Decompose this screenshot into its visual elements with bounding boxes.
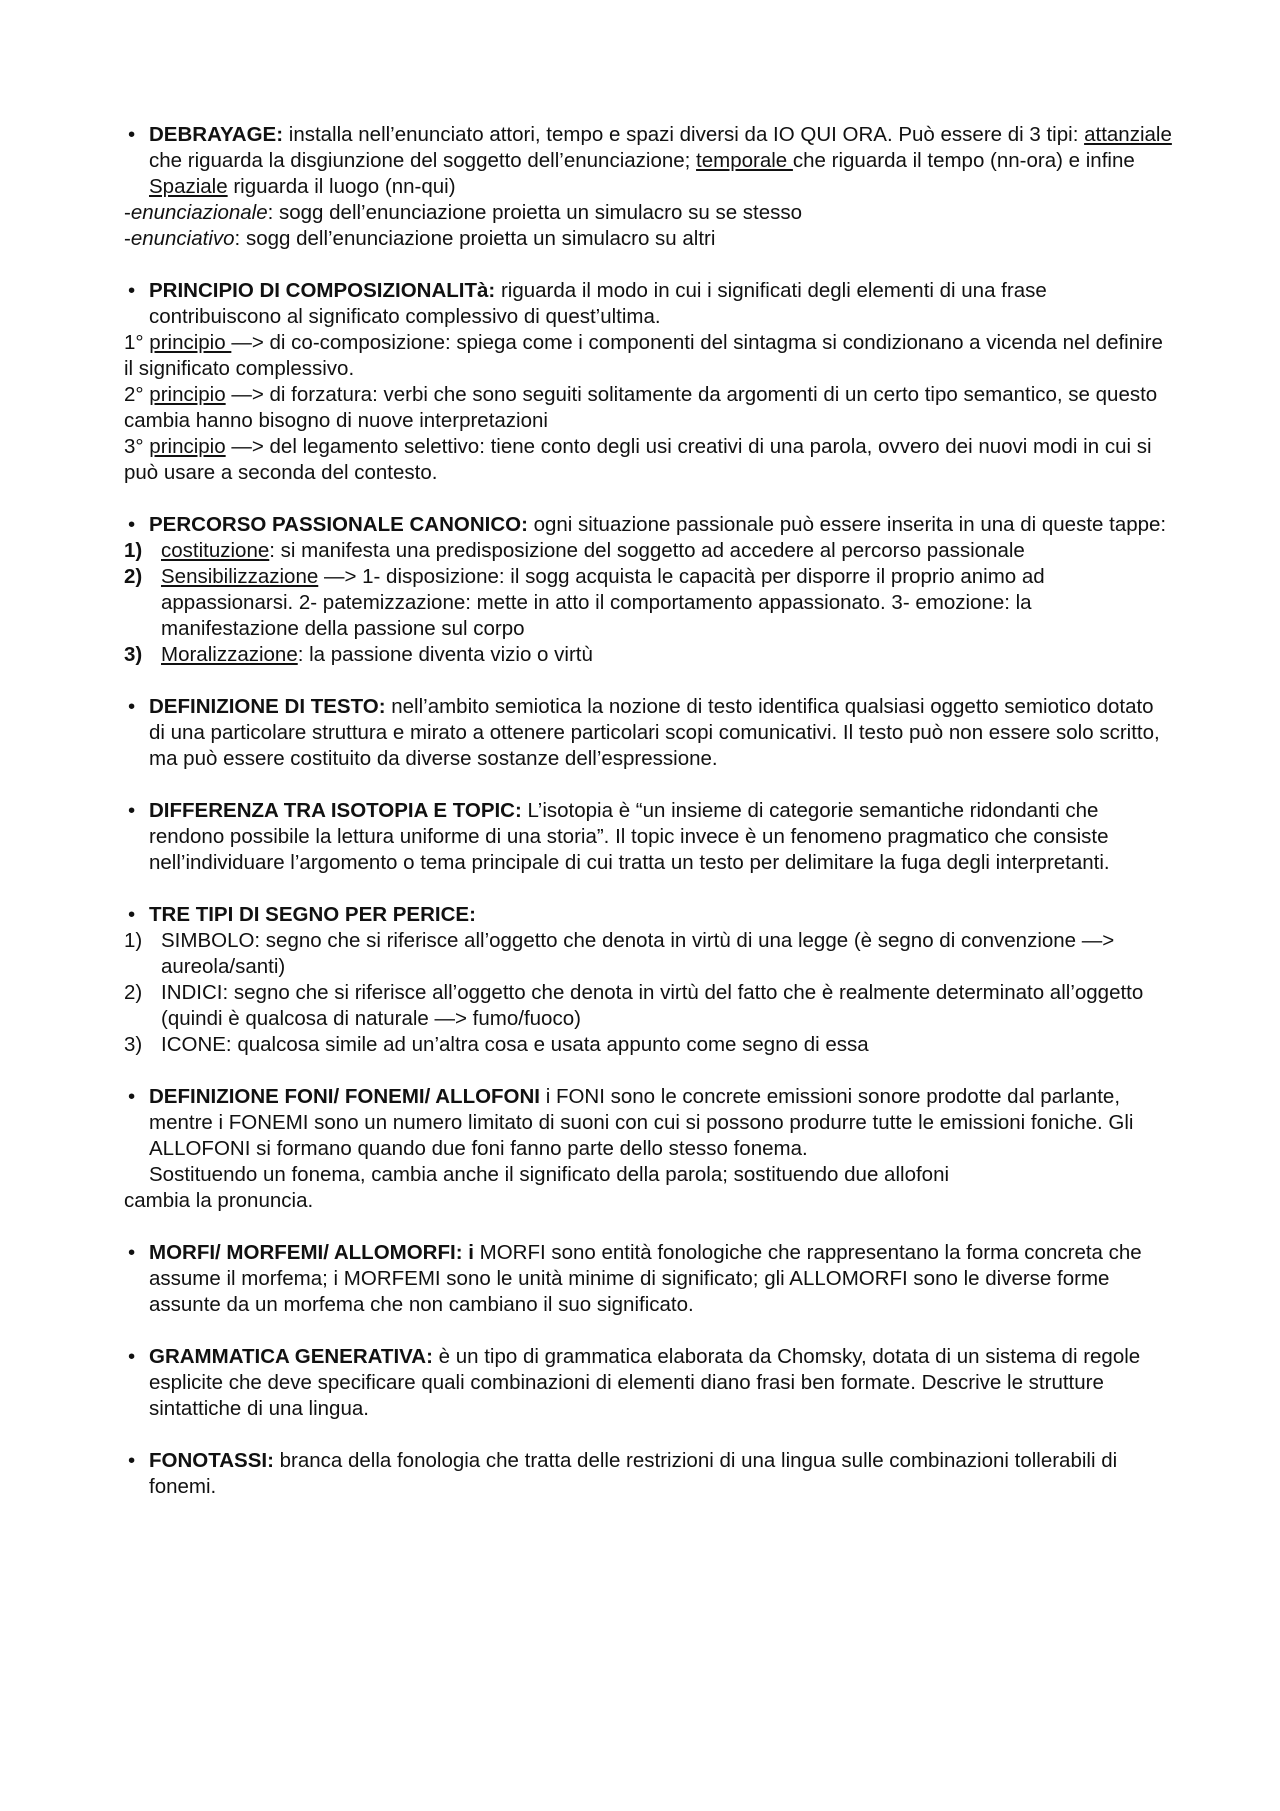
item-number: 2) bbox=[124, 565, 143, 588]
bullet-item bbox=[124, 278, 1174, 330]
paragraph-line: Sostituendo un fonema, cambia anche il significato della parola; sostituendo due allofoni bbox=[149, 1163, 950, 1186]
section-isotopia-topic bbox=[124, 798, 1174, 876]
body-text: MORFI sono entità fonologiche che rappresentano la forma concreta che assume il morfema; i MORFEMI sono le unità minime di significato; gli ALLOMORFI sono le diverse forme assunte da un morfema che non cambiano il suo significato. bbox=[149, 1241, 1142, 1316]
numbered-item: 2) INDICI: segno che si riferisce all’oggetto che denota in virtù del fatto che è realmente determinato all’oggetto (quindi è qualcosa di naturale —> fumo/fuoco) bbox=[124, 981, 1144, 1030]
item-number: 3) bbox=[124, 1033, 143, 1056]
section-morfi bbox=[124, 1240, 1174, 1318]
section-tipi-segno bbox=[124, 902, 1174, 1058]
body-text: è un tipo di grammatica elaborata da Chomsky, dotata di un sistema di regole esplicite che deve specificare quali combinazioni di elementi diano frasi ben formate. Descrive le strutture sintattiche di una lingua. bbox=[149, 1345, 1141, 1420]
item-number: 1) bbox=[124, 539, 143, 562]
numbered-item: 3) Moralizzazione: la passione diventa vizio o virtù bbox=[124, 643, 593, 666]
item-number: 1) bbox=[124, 929, 143, 952]
paragraph-line: cambia la pronuncia. bbox=[124, 1189, 314, 1212]
body-text: riguarda il luogo (nn-qui) bbox=[227, 175, 456, 198]
section-fonotassi bbox=[124, 1448, 1174, 1500]
bullet-item bbox=[124, 798, 1174, 876]
body-text: che riguarda la disgiunzione del soggetto dell’enunciazione; bbox=[149, 149, 697, 172]
section-heading: DEFINIZIONE DI TESTO: bbox=[149, 695, 386, 718]
section-grammatica-generativa bbox=[124, 1344, 1174, 1422]
body-text: riguarda il modo in cui i significati degli elementi di una frase contribuiscono al significato complessivo di quest’ultima. bbox=[149, 279, 1047, 328]
body-text: ogni situazione passionale può essere inserita in una di queste tappe: bbox=[527, 513, 1167, 536]
section-heading: FONOTASSI: bbox=[149, 1449, 274, 1472]
underlined-term: attanziale bbox=[1084, 123, 1172, 146]
bullet-item bbox=[124, 122, 1174, 200]
section-heading: PRINCIPIO DI COMPOSIZIONALITà: bbox=[149, 279, 496, 302]
body-text: che riguarda il tempo (nn-ora) e infine bbox=[792, 149, 1135, 172]
section-heading: DEBRAYAGE: bbox=[149, 123, 284, 146]
underlined-term: principio bbox=[149, 435, 226, 458]
bullet-marker: • bbox=[128, 513, 136, 536]
section-foni-fonemi bbox=[124, 1084, 1174, 1214]
italic-term: enunciativo bbox=[130, 227, 235, 250]
item-number: 3) bbox=[124, 643, 143, 666]
bullet-marker: • bbox=[128, 123, 136, 146]
bullet-item bbox=[124, 694, 1174, 772]
body-text: L’isotopia è “un insieme di categorie semantiche ridondanti che rendono possibile la lettura uniforme di una storia”. Il topic invece è un fenomeno pragmatico che consiste nell’individuare l’argomento o tema principale di cui tratta un testo per delimitare la fuga degli interpretanti. bbox=[149, 799, 1110, 874]
notes-content bbox=[124, 122, 1174, 1526]
bullet-item bbox=[124, 512, 1174, 538]
section-percorso-passionale bbox=[124, 512, 1174, 668]
body-text: branca della fonologia che tratta delle restrizioni di una lingua sulle combinazioni tollerabili di fonemi. bbox=[149, 1449, 1118, 1498]
underlined-term: Sensibilizzazione bbox=[161, 565, 319, 588]
section-composizionalita bbox=[124, 278, 1174, 486]
underlined-term: Spaziale bbox=[149, 175, 228, 198]
section-heading: PERCORSO PASSIONALE CANONICO: bbox=[149, 513, 528, 536]
underlined-term: principio bbox=[149, 331, 232, 354]
definition-line: -enunciativo: sogg dell’enunciazione proietta un simulacro su altri bbox=[124, 227, 716, 250]
section-heading: DIFFERENZA TRA ISOTOPIA E TOPIC: bbox=[149, 799, 522, 822]
underlined-term: principio bbox=[149, 383, 226, 406]
numbered-item: 1) SIMBOLO: segno che si riferisce all’oggetto che denota in virtù di una legge (è segno di convenzione —> aureola/santi) bbox=[124, 929, 1115, 978]
bullet-item bbox=[124, 1084, 1174, 1162]
principle-line: 2° principio —> di forzatura: verbi che sono seguiti solitamente da argomenti di un certo tipo semantico, se questo cambia hanno bisogno di nuove interpretazioni bbox=[124, 383, 1158, 432]
bullet-item bbox=[124, 902, 1174, 928]
numbered-item: 1) costituzione: si manifesta una predisposizione del soggetto ad accedere al percorso passionale bbox=[124, 539, 1025, 562]
body-text: i FONI sono le concrete emissioni sonore prodotte dal parlante, mentre i FONEMI sono un numero limitato di suoni con cui si possono produrre tutte le emissioni foniche. Gli ALLOFONI si formano quando due foni fanno parte dello stesso fonema. bbox=[149, 1085, 1134, 1160]
section-debrayage bbox=[124, 122, 1174, 252]
bullet-marker: • bbox=[128, 279, 136, 302]
bullet-marker: • bbox=[128, 695, 136, 718]
principle-line: 3° principio —> del legamento selettivo: tiene conto degli usi creativi di una parola, ovvero dei nuovi modi in cui si può usare a seconda del contesto. bbox=[124, 435, 1152, 484]
section-heading: DEFINIZIONE FONI/ FONEMI/ ALLOFONI bbox=[149, 1085, 541, 1108]
bullet-marker: • bbox=[128, 903, 136, 926]
principle-line: 1° principio —> di co-composizione: spiega come i componenti del sintagma si condizionano a vicenda nel definire il significato complessivo. bbox=[124, 331, 1163, 380]
bullet-marker: • bbox=[128, 1085, 136, 1108]
section-heading: GRAMMATICA GENERATIVA: bbox=[149, 1345, 433, 1368]
bullet-item bbox=[124, 1240, 1174, 1318]
body-text: installa nell’enunciato attori, tempo e spazi diversi da IO QUI ORA. Può essere di 3 tipi: bbox=[283, 123, 1085, 146]
bullet-item bbox=[124, 1448, 1174, 1500]
bullet-marker: • bbox=[128, 799, 136, 822]
numbered-item: 2) Sensibilizzazione —> 1- disposizione: il sogg acquista le capacità per disporre il proprio animo ad appassionarsi. 2- patemizzazione: mette in atto il comportamento appassionato. 3- emozione: la manifestazione della passione sul corpo bbox=[124, 565, 1045, 640]
item-number: 2) bbox=[124, 981, 143, 1004]
body-text: nell’ambito semiotica la nozione di testo identifica qualsiasi oggetto semiotico dotato di una particolare struttura e mirato a ottenere particolari scopi comunicativi. Il testo può non essere solo scritto, ma può essere costituito da diverse sostanze dell’espressione. bbox=[149, 695, 1160, 770]
bullet-item bbox=[124, 1344, 1174, 1422]
underlined-term: costituzione bbox=[161, 539, 270, 562]
section-heading: TRE TIPI DI SEGNO PER PERICE: bbox=[149, 903, 476, 926]
section-heading: MORFI/ MORFEMI/ ALLOMORFI: i bbox=[149, 1241, 474, 1264]
numbered-item: 3) ICONE: qualcosa simile ad un’altra cosa e usata appunto come segno di essa bbox=[124, 1033, 869, 1056]
italic-term: enunciazionale bbox=[130, 201, 268, 224]
underlined-term: temporale bbox=[696, 149, 793, 172]
bullet-marker: • bbox=[128, 1345, 136, 1368]
underlined-term: Moralizzazione bbox=[161, 643, 298, 666]
bullet-marker: • bbox=[128, 1449, 136, 1472]
bullet-marker: • bbox=[128, 1241, 136, 1264]
section-definizione-testo bbox=[124, 694, 1174, 772]
definition-line: -enunciazionale: sogg dell’enunciazione proietta un simulacro su se stesso bbox=[124, 201, 803, 224]
